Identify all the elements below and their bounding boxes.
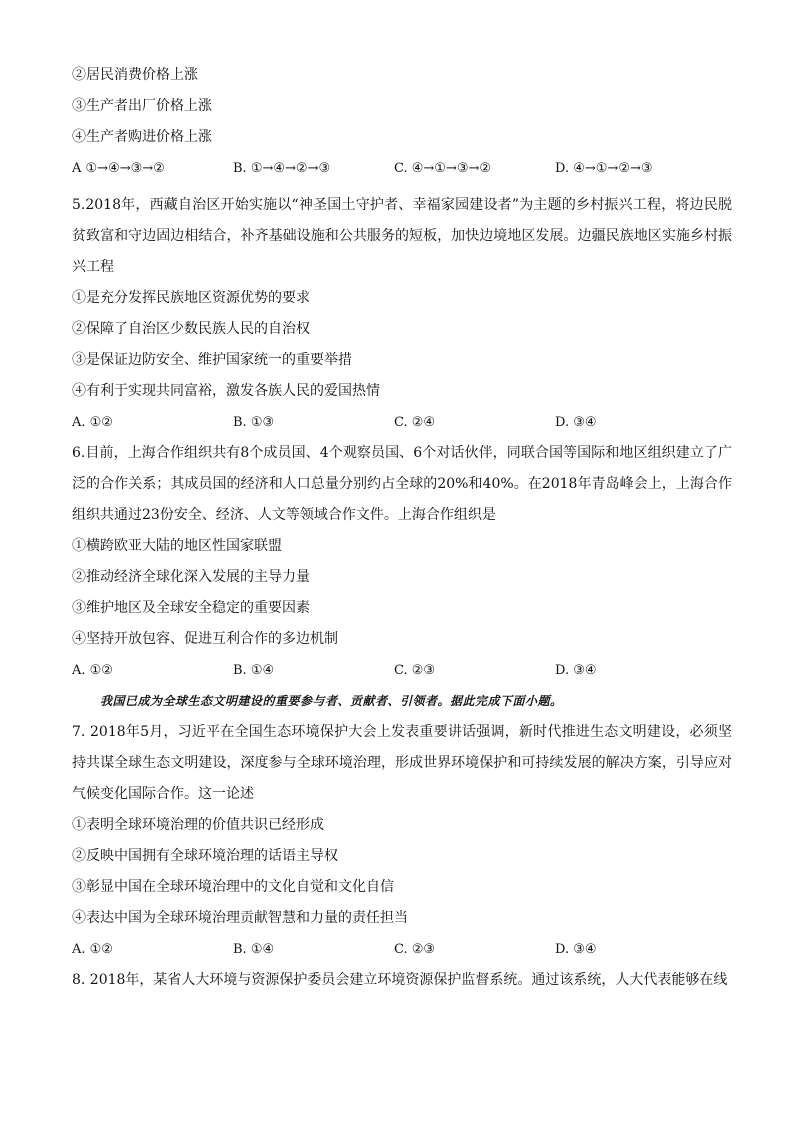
choice-item: ③生产者出厂价格上涨 — [72, 98, 212, 114]
option-d[interactable]: D. ③④ — [555, 663, 597, 678]
choice-item: ④生产者购进价格上涨 — [72, 129, 212, 145]
option-c[interactable]: C. ②③ — [394, 663, 436, 678]
option-d[interactable]: D. ④→①→②→③ — [555, 161, 653, 176]
choice-item: ④表达中国为全球环境治理贡献智慧和力量的责任担当 — [72, 910, 408, 926]
choice-item: ③彰显中国在全球环境治理中的文化自觉和文化自信 — [72, 879, 394, 895]
choice-item: ②推动经济全球化深入发展的主导力量 — [72, 569, 310, 585]
question-8 — [72, 965, 732, 996]
question-stem: 8. 2018年，某省人大环境与资源保护委员会建立环境资源保护监督系统。通过该系统，人大代表能够在线 — [72, 972, 728, 988]
choice-item: ②保障了自治区少数民族人民的自治权 — [72, 321, 310, 337]
choice-item: ④坚持开放包容、促进互利合作的多边机制 — [72, 631, 338, 647]
question-stem: 6.目前，上海合作组织共有8个成员国、4个观察员国、6个对话伙伴，同联合国等国际和地区组织建立了广泛的合作关系；其成员国的经济和人口总量分别约占全球的20%和40%。在2018年青岛峰会上，上海合作组织共通过23份安全、经济、人文等领域合作文件。上海合作组织是 — [72, 445, 732, 523]
answer-options — [72, 153, 732, 184]
choice-item: ①表明全球环境治理的价值共识已经形成 — [72, 817, 324, 833]
exam-page — [72, 60, 732, 996]
question-5 — [72, 190, 732, 438]
option-b[interactable]: B. ①③ — [233, 415, 275, 430]
question-6 — [72, 438, 732, 686]
question-4 — [72, 60, 732, 184]
answer-options — [72, 934, 732, 965]
option-b[interactable]: B. ①④ — [233, 942, 275, 957]
choice-item: ②反映中国拥有全球环境治理的话语主导权 — [72, 848, 338, 864]
option-b[interactable]: B. ①→④→②→③ — [233, 161, 331, 176]
choice-item: ④有利于实现共同富裕，激发各族人民的爱国热情 — [72, 383, 380, 399]
option-a[interactable]: A. ①② — [72, 663, 113, 678]
option-b[interactable]: B. ①④ — [233, 663, 275, 678]
section-intro: 我国已成为全球生态文明建设的重要参与者、贡献者、引领者。据此完成下面小题。 — [100, 694, 563, 708]
choice-item: ②居民消费价格上涨 — [72, 67, 198, 83]
option-c[interactable]: C. ④→①→③→② — [394, 161, 492, 176]
question-stem: 5.2018年，西藏自治区开始实施以“神圣国土守护者、幸福家园建设者”为主题的乡村振兴工程，将边民脱贫致富和守边固边相结合，补齐基础设施和公共服务的短板，加快边境地区发展。边疆民族地区实施乡村振兴工程 — [72, 197, 732, 275]
option-d[interactable]: D. ③④ — [555, 942, 597, 957]
choice-item: ③是保证边防安全、维护国家统一的重要举措 — [72, 352, 352, 368]
answer-options — [72, 407, 732, 438]
option-c[interactable]: C. ②③ — [394, 942, 436, 957]
option-d[interactable]: D. ③④ — [555, 415, 597, 430]
question-stem: 7. 2018年5月，习近平在全国生态环境保护大会上发表重要讲话强调，新时代推进生态文明建设，必须坚持共谋全球生态文明建设，深度参与全球环境治理，形成世界环境保护和可持续发展的解决方案，引导应对气候变化国际合作。这一论述 — [72, 724, 732, 802]
option-a[interactable]: A. ①② — [72, 415, 113, 430]
answer-options — [72, 655, 732, 686]
choice-item: ①横跨欧亚大陆的地区性国家联盟 — [72, 538, 282, 554]
question-7 — [72, 717, 732, 965]
choice-item: ①是充分发挥民族地区资源优势的要求 — [72, 290, 310, 306]
option-a[interactable]: A. ①② — [72, 942, 113, 957]
choice-item: ③维护地区及全球安全稳定的重要因素 — [72, 600, 310, 616]
option-c[interactable]: C. ②④ — [394, 415, 436, 430]
option-a[interactable]: A ①→④→③→② — [72, 161, 165, 176]
